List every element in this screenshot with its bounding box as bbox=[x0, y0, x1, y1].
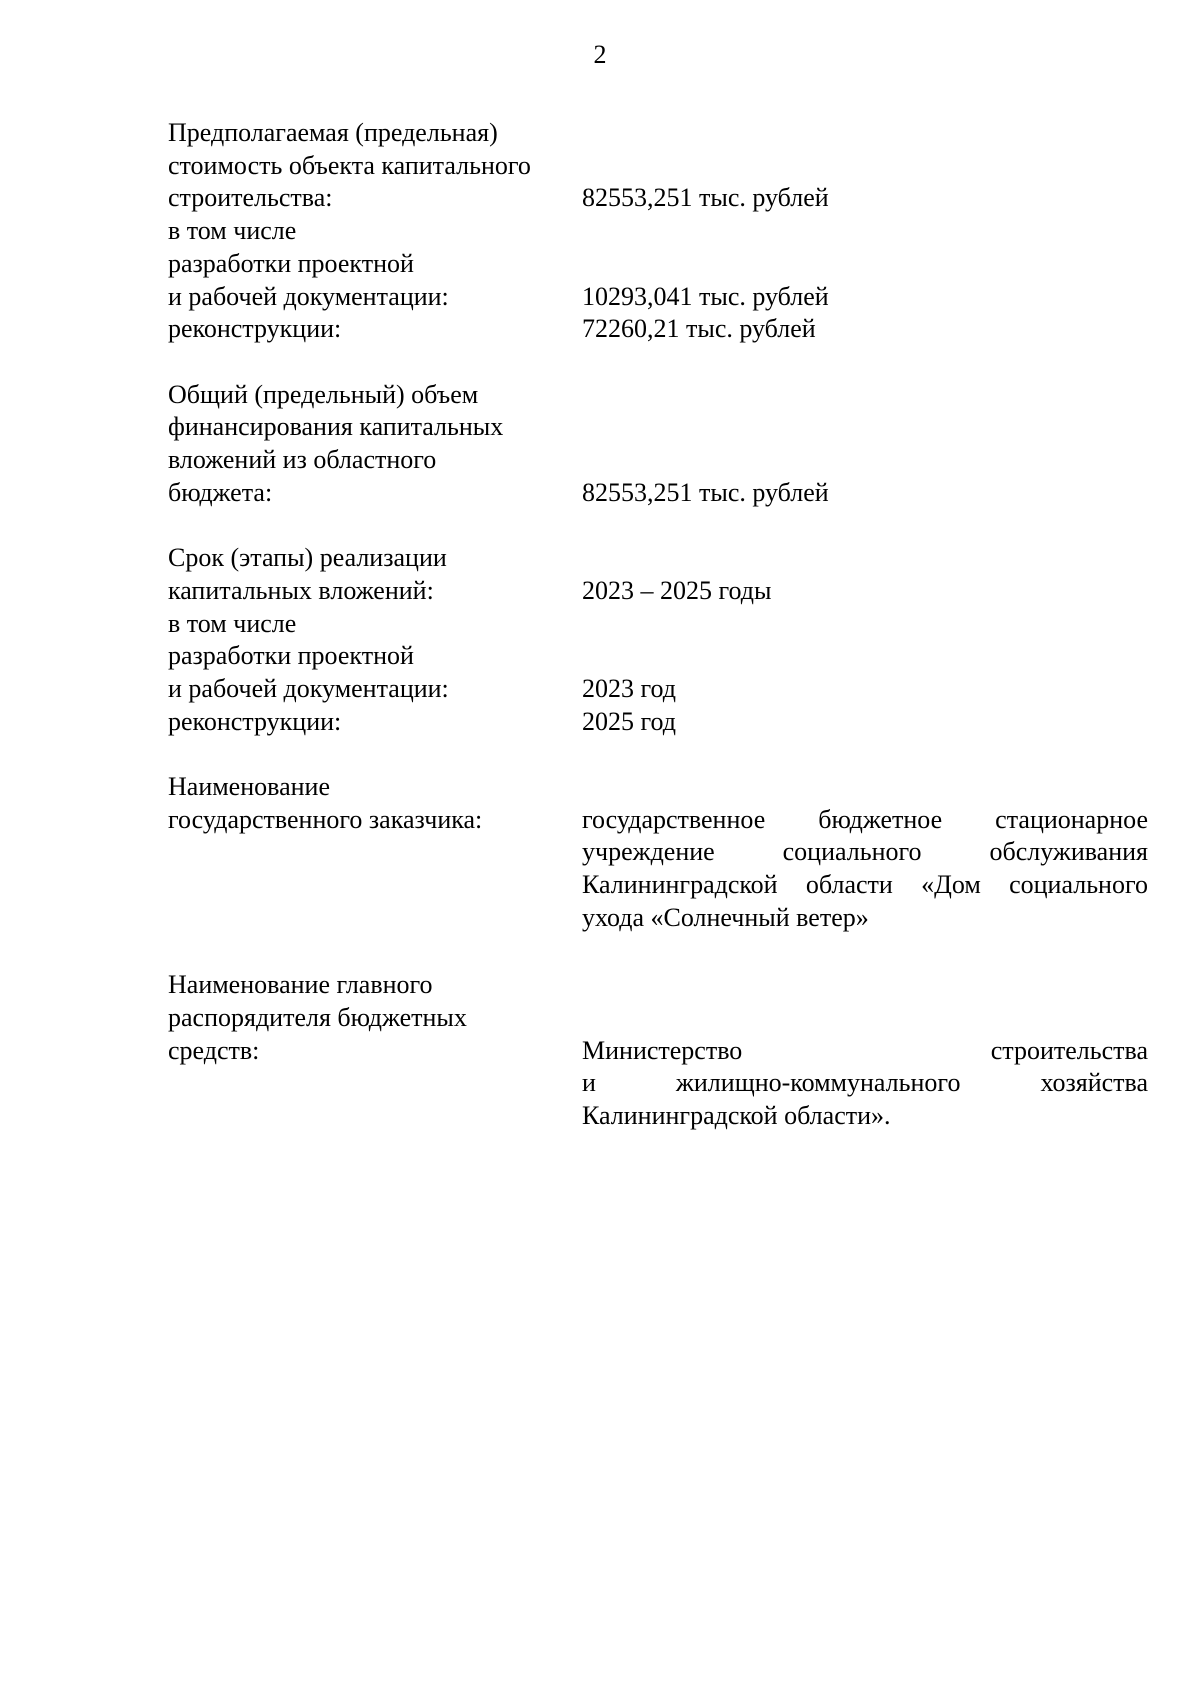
manager-label-line: Наименование главного bbox=[168, 970, 433, 1000]
manager-label-line: средств: bbox=[168, 1035, 260, 1065]
timeline-reconstruction-value: 2025 год bbox=[582, 706, 676, 736]
manager-label bbox=[168, 969, 582, 1133]
timeline-sub-intro: в том числе bbox=[168, 608, 297, 638]
timeline-design-label-line: и рабочей документации: bbox=[168, 673, 449, 703]
financing-label-line: Общий (предельный) объем bbox=[168, 379, 479, 409]
timeline-value: 2023 – 2025 годы bbox=[582, 575, 772, 605]
manager-value-line: и жилищно-коммунального хозяйства bbox=[582, 1068, 1148, 1098]
section-customer bbox=[168, 771, 1148, 935]
cost-label-line: стоимость объекта капитального bbox=[168, 150, 531, 180]
financing-value: 82553,251 тыс. рублей bbox=[582, 477, 829, 507]
customer-value-line: государственное бюджетное стационарное bbox=[582, 804, 1148, 834]
cost-reconstruction-label: реконструкции: bbox=[168, 314, 342, 344]
customer-value-line: ухода «Солнечный ветер» bbox=[582, 902, 869, 932]
timeline-reconstruction-label: реконструкции: bbox=[168, 706, 342, 736]
timeline-label-line: капитальных вложений: bbox=[168, 575, 434, 605]
timeline-label bbox=[168, 542, 582, 738]
cost-label-line: строительства: bbox=[168, 183, 333, 213]
customer-label bbox=[168, 771, 582, 935]
financing-label-line: вложений из областного bbox=[168, 445, 437, 475]
section-financing bbox=[168, 379, 1148, 510]
cost-label-line: Предполагаемая (предельная) bbox=[168, 118, 498, 147]
timeline-design-value: 2023 год bbox=[582, 673, 676, 703]
cost-value: 82553,251 тыс. рублей bbox=[582, 183, 829, 213]
manager-value-line: Министерство строительства bbox=[582, 1035, 1148, 1065]
financing-label-line: финансирования капитальных bbox=[168, 412, 504, 442]
customer-label-line: государственного заказчика: bbox=[168, 804, 483, 834]
cost-label bbox=[168, 117, 582, 215]
section-cost bbox=[168, 117, 1148, 346]
document-body bbox=[168, 117, 1148, 1133]
cost-design-label-line: разработки проектной bbox=[168, 248, 414, 278]
manager-value-line: Калининградской области». bbox=[582, 1101, 891, 1131]
timeline-label-line: Срок (этапы) реализации bbox=[168, 543, 447, 573]
cost-sub-intro: в том числе bbox=[168, 216, 297, 246]
financing-label-line: бюджета: bbox=[168, 477, 273, 507]
page-number: 2 bbox=[593, 40, 607, 69]
customer-value-line: Калининградской области «Дом социального bbox=[582, 870, 1148, 900]
section-manager bbox=[168, 969, 1148, 1133]
customer-label-line: Наименование bbox=[168, 772, 330, 802]
cost-value-col bbox=[582, 117, 1148, 215]
cost-design-label-line: и рабочей документации: bbox=[168, 281, 449, 311]
manager-label-line: распорядителя бюджетных bbox=[168, 1002, 467, 1032]
timeline-design-label-line: разработки проектной bbox=[168, 641, 414, 671]
customer-value-line: учреждение социального обслуживания bbox=[582, 837, 1148, 867]
section-timeline bbox=[168, 542, 1148, 738]
financing-label bbox=[168, 379, 582, 510]
cost-reconstruction-value: 72260,21 тыс. рублей bbox=[582, 314, 816, 344]
cost-design-value: 10293,041 тыс. рублей bbox=[582, 281, 829, 311]
